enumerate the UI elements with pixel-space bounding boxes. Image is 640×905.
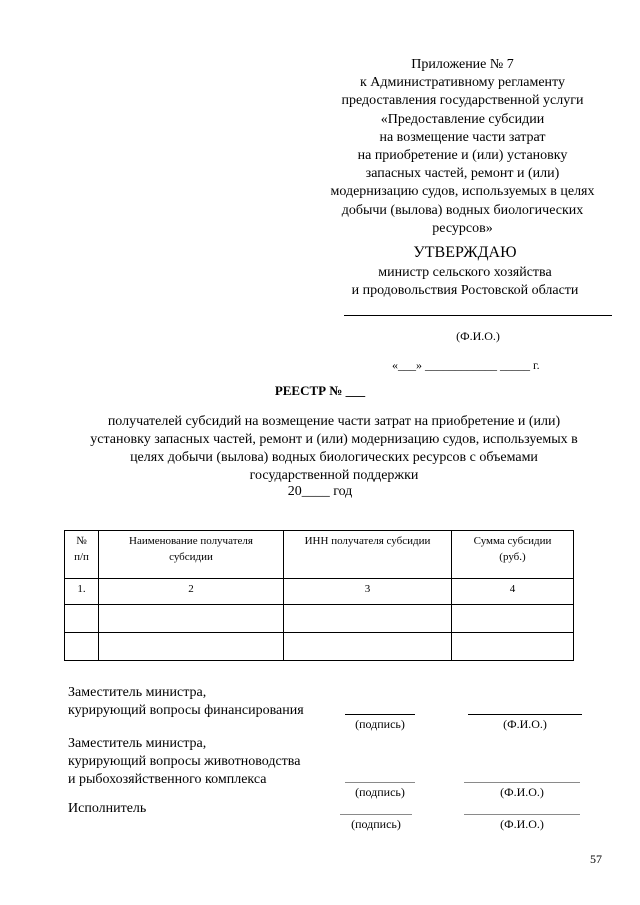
- table-cell: 4: [452, 579, 574, 605]
- approval-line: и продовольствия Ростовской области: [351, 283, 579, 298]
- registry-table: [64, 530, 574, 661]
- approval-date-line: «___» ____________ _____ г.: [392, 358, 540, 372]
- approval-line: министр сельского хозяйства: [378, 265, 552, 280]
- registry-description-line: получателей субсидий на возмещение части затрат на приобретение и (или): [107, 414, 561, 429]
- executor-label: Исполнитель: [68, 801, 147, 816]
- finance-signature-caption: (подпись): [355, 717, 405, 731]
- table-row: [65, 633, 574, 661]
- finance-signature-line: [345, 714, 415, 715]
- approval-fio-caption: (Ф.И.О.): [456, 329, 500, 343]
- appendix-line: модернизацию судов, используемых в целях: [330, 184, 595, 200]
- livestock-signature-line: [345, 782, 415, 783]
- registry-year: 20____ год: [287, 484, 353, 499]
- appendix-line: на возмещение части затрат: [379, 129, 546, 145]
- livestock-fio-line: [464, 782, 580, 783]
- table-cell: [452, 633, 574, 661]
- appendix-line: запасных частей, ремонт и (или): [365, 166, 560, 182]
- registry-description: [64, 413, 604, 485]
- header-cell-recipient-name: Наименование получателя субсидии: [99, 531, 284, 579]
- table-cell: [284, 605, 452, 633]
- table-cell: [99, 605, 284, 633]
- header-cell-number: № п/п: [65, 531, 99, 579]
- header-cell-amount: Сумма субсидии (руб.): [452, 531, 574, 579]
- registry-title: РЕЕСТР № ___: [274, 383, 366, 398]
- registry-description-line: установку запасных частей, ремонт и (или) модернизацию судов, используемых в: [90, 432, 578, 447]
- appendix-line: ресурсов»: [432, 220, 493, 236]
- table-cell: [284, 633, 452, 661]
- appendix-line: к Административному регламенту: [360, 75, 565, 91]
- executor-fio-caption: (Ф.И.О.): [500, 817, 544, 831]
- executor-signature-caption: (подпись): [351, 817, 401, 831]
- table-cell: 1.: [65, 579, 99, 605]
- livestock-signature-caption: (подпись): [355, 785, 405, 799]
- livestock-fio-caption: (Ф.И.О.): [500, 785, 544, 799]
- appendix-header: [300, 56, 625, 238]
- table-cell: 3: [284, 579, 452, 605]
- table-cell: [65, 605, 99, 633]
- registry-description-line: целях добычи (вылова) водных биологических ресурсов с объемами: [130, 450, 538, 465]
- approval-block: [320, 244, 610, 300]
- approval-title: УТВЕРЖДАЮ: [413, 244, 517, 261]
- table-cell: [65, 633, 99, 661]
- table-cell: 2: [99, 579, 284, 605]
- livestock-deputy-label: Заместитель министра, курирующий вопросы животноводства и рыбохозяйственного комплекса: [68, 736, 301, 787]
- finance-fio-caption: (Ф.И.О.): [503, 717, 547, 731]
- header-cell-inn: ИНН получателя субсидии: [284, 531, 452, 579]
- table-row: [65, 605, 574, 633]
- appendix-line: на приобретение и (или) установку: [357, 148, 568, 164]
- table-cell: [99, 633, 284, 661]
- finance-deputy-label: Заместитель министра, курирующий вопросы финансирования: [68, 685, 304, 718]
- appendix-line: Приложение № 7: [411, 57, 514, 72]
- executor-signature-line: [340, 814, 412, 815]
- finance-fio-line: [468, 714, 582, 715]
- approval-signature-line: [344, 315, 612, 316]
- appendix-line: добычи (вылова) водных биологических: [341, 202, 584, 218]
- appendix-line: предоставления государственной услуги: [341, 93, 584, 109]
- table-cell: [452, 605, 574, 633]
- table-header-row: [65, 531, 574, 579]
- table-row: [65, 579, 574, 605]
- registry-description-line: государственной поддержки: [249, 468, 419, 483]
- page-number: 57: [590, 852, 602, 866]
- appendix-line: «Предоставление субсидии: [380, 111, 545, 127]
- executor-fio-line: [464, 814, 580, 815]
